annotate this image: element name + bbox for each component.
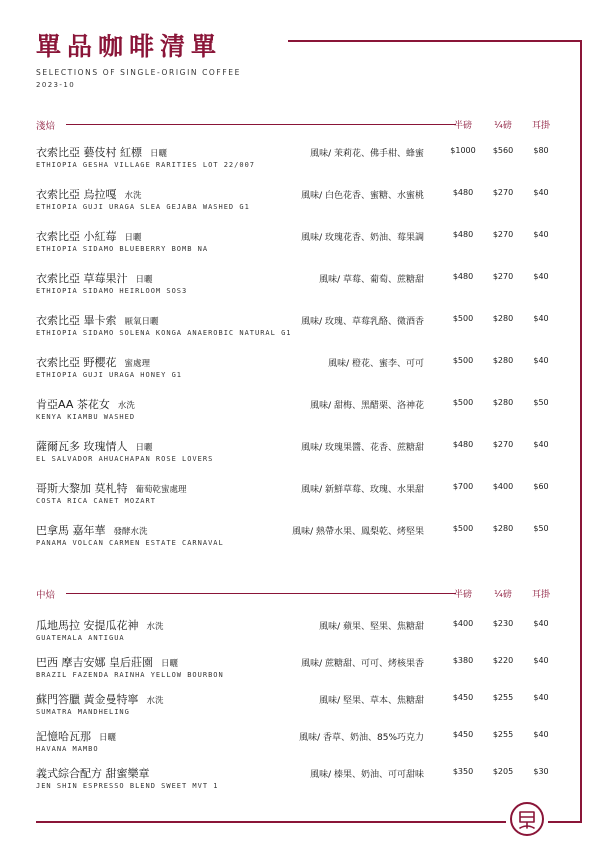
item-process: 日曬 [99,733,117,743]
section-divider [66,593,456,594]
price-quarter-pound: $230 [492,619,514,628]
page-title: 單品咖啡清單 [36,32,223,61]
price-quarter-pound: $270 [492,230,514,239]
frame-right-border [580,40,582,823]
menu-item [36,438,564,480]
menu-item [36,728,564,765]
price-drip-bag: $40 [533,314,549,323]
price-quarter-pound: $280 [492,398,514,407]
item-name-zh: 巴西 摩吉安娜 皇后莊園 日曬 [36,656,179,669]
item-flavor: 風味/ 蔗糖甜、可可、烤核果香 [301,659,424,669]
item-name-zh: 巴拿馬 嘉年華 發酵水洗 [36,524,148,537]
item-name-en: ETHIOPIA GUJI URAGA HONEY G1 [36,371,183,379]
price-drip-bag: $30 [533,767,549,776]
price-quarter-pound: $255 [492,693,514,702]
price-quarter-pound: $280 [492,356,514,365]
price-quarter-pound: $280 [492,524,514,533]
price-half-pound: $700 [452,482,474,491]
col-header-drip-bag: 耳掛 [531,590,550,600]
item-name-zh: 衣索比亞 小紅莓 日曬 [36,230,142,243]
menu-item [36,270,564,312]
item-name-zh: 衣索比亞 藝伎村 紅標 日曬 [36,146,168,159]
price-half-pound: $480 [452,230,474,239]
item-name-zh: 衣索比亞 畢卡索 厭氧日曬 [36,314,159,327]
item-process: 水洗 [124,191,142,201]
section-light-roast [36,118,564,564]
section-medium-roast [36,587,564,802]
price-quarter-pound: $270 [492,272,514,281]
price-quarter-pound: $270 [492,188,514,197]
item-process: 日曬 [135,443,153,453]
price-quarter-pound: $270 [492,440,514,449]
menu-item [36,522,564,564]
price-drip-bag: $40 [533,693,549,702]
item-name-zh: 哥斯大黎加 莫札特 葡萄乾蜜處理 [36,482,187,495]
price-quarter-pound: $255 [492,730,514,739]
menu-item [36,144,564,186]
price-drip-bag: $60 [533,482,549,491]
price-half-pound: $480 [452,272,474,281]
page-subtitle: SELECTIONS OF SINGLE-ORIGIN COFFEE [36,68,241,77]
price-quarter-pound: $560 [492,146,514,155]
item-process: 水洗 [146,696,164,706]
item-flavor: 風味/ 堅果、草本、焦糖甜 [319,696,424,706]
menu-item [36,765,564,802]
item-process: 水洗 [117,401,135,411]
section-title: 中焙 [36,590,56,601]
page-date: 2023-10 [36,81,76,89]
price-quarter-pound: $400 [492,482,514,491]
item-name-en: ETHIOPIA GESHA VILLAGE RARITIES LOT 22/007 [36,161,256,169]
price-half-pound: $350 [452,767,474,776]
price-drip-bag: $50 [533,524,549,533]
section-title: 淺焙 [36,121,56,132]
item-name-en: ETHIOPIA SIDAMO HEIRLOOM SOS3 [36,287,188,295]
item-name-zh: 衣索比亞 草莓果汁 日曬 [36,272,153,285]
item-name-zh: 薩爾瓦多 玫瑰情人 日曬 [36,440,153,453]
price-drip-bag: $40 [533,188,549,197]
menu-item [36,691,564,728]
price-drip-bag: $40 [533,272,549,281]
item-process: 蜜處理 [124,359,151,369]
menu-item [36,354,564,396]
menu-item [36,228,564,270]
frame-top-border [288,40,582,42]
price-quarter-pound: $280 [492,314,514,323]
price-drip-bag: $40 [533,356,549,365]
item-process: 日曬 [161,659,179,669]
menu-item [36,186,564,228]
item-name-zh: 瓜地馬拉 安提瓜花神 水洗 [36,619,164,632]
price-half-pound: $500 [452,398,474,407]
price-quarter-pound: $220 [492,656,514,665]
item-flavor: 風味/ 玫瑰果醬、花香、蔗糖甜 [301,443,424,453]
menu-item [36,396,564,438]
item-flavor: 風味/ 榛果、奶油、可可甜味 [310,770,424,780]
price-half-pound: $1000 [450,146,476,155]
item-name-zh: 記憶哈瓦那 日曬 [36,730,117,743]
price-half-pound: $450 [452,693,474,702]
price-drip-bag: $40 [533,440,549,449]
frame-bottom-border-end [548,821,582,823]
price-drip-bag: $40 [533,656,549,665]
item-name-en: HAVANA MAMBO [36,745,99,753]
item-name-zh: 衣索比亞 野櫻花 蜜處理 [36,356,151,369]
price-half-pound: $500 [452,314,474,323]
price-quarter-pound: $205 [492,767,514,776]
item-process: 日曬 [135,275,153,285]
menu-item [36,617,564,654]
section-header [36,118,564,134]
item-name-zh: 衣索比亞 烏拉嘎 水洗 [36,188,142,201]
col-header-half-pound: 半磅 [453,121,472,131]
price-drip-bag: $40 [533,230,549,239]
item-name-en: ETHIOPIA SIDAMO BLUEBERRY BOMB NA [36,245,209,253]
item-name-en: JEN SHIN ESPRESSO BLEND SWEET MVT 1 [36,782,219,790]
col-header-quarter-pound: ¼磅 [494,121,512,131]
price-drip-bag: $40 [533,730,549,739]
item-process: 葡萄乾蜜處理 [135,485,187,495]
menu-item [36,312,564,354]
price-half-pound: $480 [452,188,474,197]
item-flavor: 風味/ 蘋果、堅果、焦糖甜 [319,622,424,632]
section-header [36,587,564,603]
item-process: 發酵水洗 [113,527,148,537]
item-flavor: 風味/ 新鮮草莓、玫瑰、水果甜 [301,485,424,495]
item-name-en: ETHIOPIA SIDAMO SOLENA KONGA ANAEROBIC NATURAL G1 [36,329,292,337]
item-name-zh: 蘇門答臘 黃金曼特寧 水洗 [36,693,164,706]
item-flavor: 風味/ 香草、奶油、85%巧克力 [299,733,424,743]
item-name-en: COSTA RICA CANET MOZART [36,497,156,505]
item-name-en: SUMATRA MANDHELING [36,708,130,716]
price-half-pound: $450 [452,730,474,739]
menu-item [36,654,564,691]
item-flavor: 風味/ 熱帶水果、鳳梨乾、烤堅果 [292,527,424,537]
col-header-quarter-pound: ¼磅 [494,590,512,600]
price-half-pound: $500 [452,356,474,365]
price-half-pound: $400 [452,619,474,628]
item-flavor: 風味/ 玫瑰花香、奶油、莓果調 [301,233,424,243]
item-flavor: 風味/ 茉莉花、佛手柑、蜂蜜 [310,149,424,159]
item-process: 日曬 [124,233,142,243]
menu-item [36,480,564,522]
item-flavor: 風味/ 橙花、蜜李、可可 [328,359,424,369]
item-process: 水洗 [146,622,164,632]
item-name-en: GUATEMALA ANTIGUA [36,634,125,642]
section-divider [66,124,456,125]
item-flavor: 風味/ 草莓、葡萄、蔗糖甜 [319,275,424,285]
item-name-en: KENYA KIAMBU WASHED [36,413,136,421]
item-name-en: BRAZIL FAZENDA RAINHA YELLOW BOURBON [36,671,224,679]
frame-bottom-border [36,821,506,823]
price-drip-bag: $50 [533,398,549,407]
brand-logo-icon [508,800,546,838]
item-flavor: 風味/ 白色花香、蜜糖、水蜜桃 [301,191,424,201]
item-name-en: ETHIOPIA GUJI URAGA SLEA GEJABA WASHED G1 [36,203,250,211]
price-drip-bag: $80 [533,146,549,155]
price-half-pound: $380 [452,656,474,665]
item-flavor: 風味/ 玫瑰、草莓乳酪、微酒香 [301,317,424,327]
price-half-pound: $480 [452,440,474,449]
item-flavor: 風味/ 甜梅、黑醋栗、洛神花 [310,401,424,411]
col-header-drip-bag: 耳掛 [531,121,550,131]
item-process: 厭氧日曬 [124,317,159,327]
item-name-en: PANAMA VOLCAN CARMEN ESTATE CARNAVAL [36,539,224,547]
item-name-zh: 義式綜合配方 甜蜜樂章 [36,767,150,780]
col-header-half-pound: 半磅 [453,590,472,600]
item-name-zh: 肯亞AA 茶花女 水洗 [36,398,135,411]
price-drip-bag: $40 [533,619,549,628]
item-process: 日曬 [150,149,168,159]
price-half-pound: $500 [452,524,474,533]
item-name-en: EL SALVADOR AHUACHAPAN ROSE LOVERS [36,455,214,463]
